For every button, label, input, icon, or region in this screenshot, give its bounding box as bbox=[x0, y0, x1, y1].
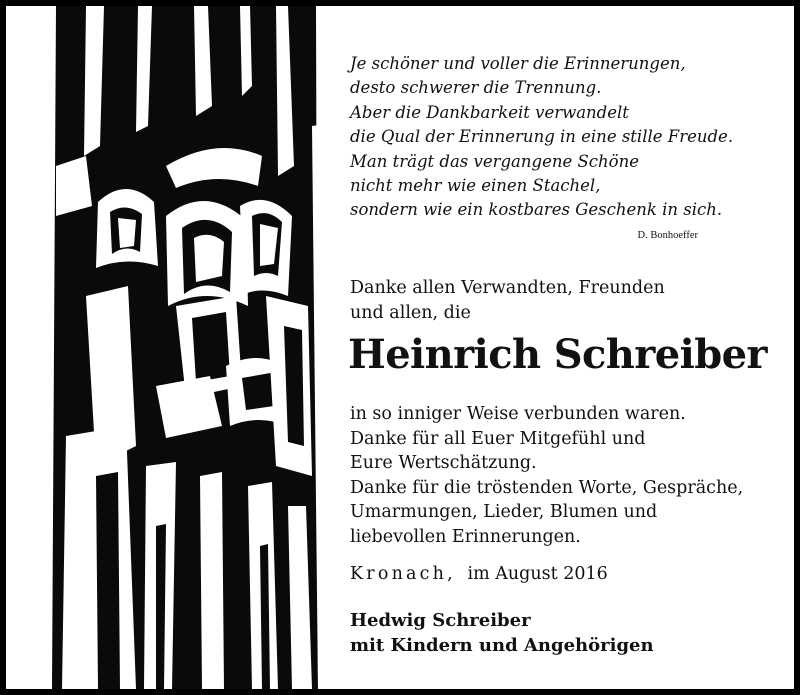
body-line: Eure Wertschätzung. bbox=[350, 453, 537, 473]
woodcut-mourning-figures-illustration bbox=[26, 6, 326, 689]
signature-block bbox=[350, 608, 654, 658]
poem-line: die Qual der Erinnerung in eine stille Freude. bbox=[350, 127, 734, 147]
poem-author: D. Bonhoeffer bbox=[637, 230, 698, 241]
body-line: Danke für all Euer Mitgefühl und bbox=[350, 428, 646, 449]
poem-line: desto schwerer die Trennung. bbox=[350, 78, 602, 98]
date-text: im August 2016 bbox=[467, 564, 608, 584]
memorial-poem bbox=[350, 52, 750, 223]
poem-line: sondern wie ein kostbares Geschenk in sich. bbox=[350, 200, 723, 220]
poem-line: Aber die Dankbarkeit verwandelt bbox=[350, 102, 629, 122]
body-line: Danke für die tröstenden Worte, Gespräche, bbox=[350, 477, 744, 498]
place-city: Kronach, bbox=[350, 564, 456, 584]
thanks-intro bbox=[350, 276, 665, 325]
poem-line: Man trägt das vergangene Schöne bbox=[350, 151, 639, 171]
signature-line: Hedwig Schreiber bbox=[350, 610, 531, 631]
poem-line: nicht mehr wie einen Stachel, bbox=[350, 176, 601, 196]
place-and-date bbox=[350, 564, 608, 584]
body-line: Umarmungen, Lieder, Blumen und bbox=[350, 502, 658, 522]
body-line: liebevollen Erinnerungen. bbox=[350, 526, 581, 547]
intro-line: Danke allen Verwandten, Freunden bbox=[350, 278, 665, 298]
poem-line: Je schöner und voller die Erinnerungen, bbox=[350, 54, 686, 73]
deceased-name: Heinrich Schreiber bbox=[348, 331, 767, 378]
intro-line: und allen, die bbox=[350, 302, 471, 323]
body-line: in so inniger Weise verbunden waren. bbox=[350, 404, 686, 424]
thanks-body bbox=[350, 402, 743, 549]
signature-line: mit Kindern und Angehörigen bbox=[350, 635, 654, 656]
